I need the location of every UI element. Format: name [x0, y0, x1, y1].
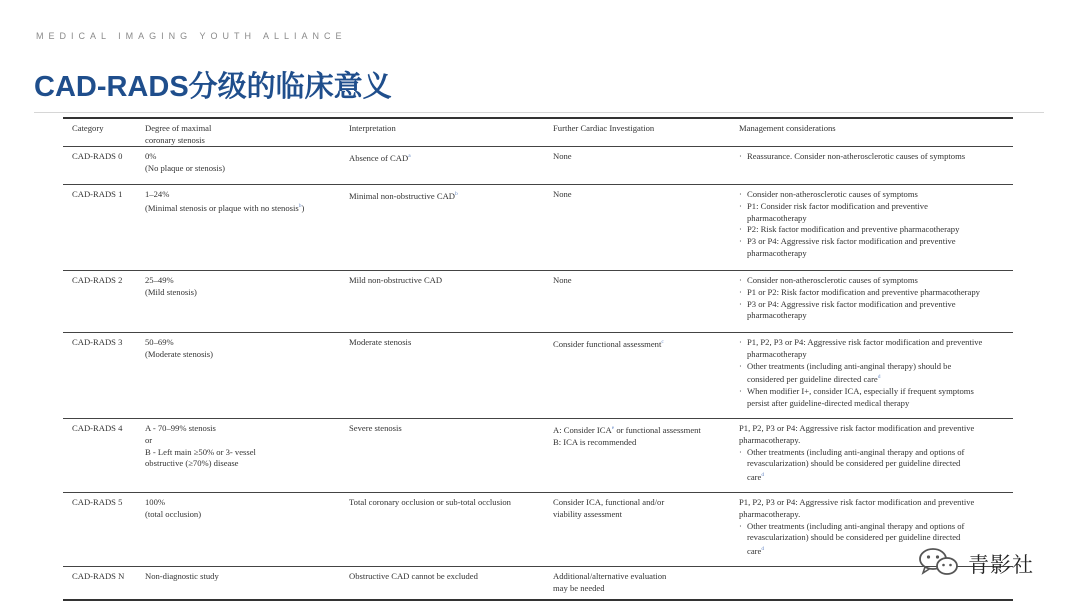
management-bullet — [739, 201, 1009, 213]
category-label: CAD-RADS N — [72, 571, 125, 581]
management-line-text: P1, P2, P3 or P4: Aggressive risk factor modification and preventive — [739, 423, 975, 433]
investigation-line-text: may be needed — [553, 582, 605, 593]
management-line-text: revascularization) should be considered per guideline directed — [747, 458, 961, 469]
header-text: Category — [72, 123, 104, 133]
degree-line-text: 25–49% — [145, 275, 174, 285]
management-text — [739, 497, 1009, 509]
degree-line-text: (No plaque or stenosis) — [145, 162, 225, 173]
management-line-text: Reassurance. Consider non-atherosclerotic causes of symptoms — [747, 151, 966, 161]
degree-line-text: 100% — [145, 497, 166, 507]
header-text: coronary stenosis — [145, 134, 205, 145]
interpretation-cell — [349, 423, 549, 435]
footnote-marker: b — [298, 202, 302, 209]
interpretation-line — [349, 189, 549, 203]
management-bullet-cont — [739, 532, 1009, 544]
category-label: CAD-RADS 2 — [72, 275, 123, 285]
interpretation-line — [349, 275, 549, 287]
investigation-line-text: Consider functional assessment — [553, 339, 662, 349]
management-bullet-cont — [739, 213, 1009, 225]
investigation-line-text: None — [553, 151, 572, 161]
interpretation-cell — [349, 571, 549, 583]
management-bullet — [739, 224, 1009, 236]
table-header-row — [63, 119, 1013, 147]
category-cell — [72, 571, 146, 583]
category-cell — [72, 423, 146, 435]
management-line-text: P3 or P4: Aggressive risk factor modification and preventive — [747, 236, 956, 247]
management-line-text: When modifier I+, consider ICA, especially if frequent symptoms — [747, 386, 974, 397]
table-row — [63, 333, 1013, 419]
degree-line — [145, 151, 345, 163]
investigation-line — [553, 571, 733, 583]
degree-cell — [145, 423, 345, 470]
interpretation-line-text: Mild non-obstructive CAD — [349, 275, 443, 285]
top-label: MEDICAL IMAGING YOUTH ALLIANCE — [36, 31, 347, 41]
interpretation-line-text: Minimal non-obstructive CAD — [349, 191, 455, 201]
management-line-text: care — [747, 472, 762, 483]
footnote-marker: d — [761, 546, 765, 553]
investigation-line — [553, 423, 733, 437]
footnote-marker: a — [408, 153, 411, 159]
degree-cell — [145, 189, 345, 215]
management-line-text: considered per guideline directed care — [747, 374, 878, 385]
category-label: CAD-RADS 5 — [72, 497, 123, 507]
degree-line-text: or — [145, 434, 153, 445]
management-line-text: P1 or P2: Risk factor modification and preventive pharmacotherapy — [747, 286, 980, 297]
header-cell-investigation — [553, 123, 733, 135]
degree-cell — [145, 275, 345, 299]
investigation-line — [553, 497, 733, 509]
degree-line — [145, 337, 345, 349]
category-cell — [72, 151, 146, 163]
management-bullet — [739, 386, 1009, 398]
management-line-text: pharmacotherapy — [747, 212, 807, 223]
header-text: Degree of maximal — [145, 123, 212, 133]
management-bullet — [739, 447, 1009, 459]
management-bullet — [739, 236, 1009, 248]
footnote-marker: e — [611, 425, 615, 431]
management-cell — [739, 151, 1009, 163]
bullet-dash: · — [739, 151, 742, 161]
management-bullet — [739, 299, 1009, 311]
category-label: CAD-RADS 0 — [72, 151, 123, 161]
degree-line — [145, 275, 345, 287]
investigation-line — [553, 509, 733, 521]
management-line-text: pharmacotherapy — [747, 348, 807, 359]
interpretation-cell — [349, 497, 549, 509]
investigation-cell — [553, 571, 733, 595]
interpretation-line — [349, 571, 549, 583]
category-cell — [72, 189, 146, 201]
management-bullet — [739, 151, 1009, 163]
management-bullet-cont — [739, 470, 1009, 484]
investigation-cell — [553, 275, 733, 287]
footnote-marker: d — [877, 374, 881, 381]
management-bullet-cont — [739, 458, 1009, 470]
bullet-dash: · — [739, 298, 742, 309]
degree-line — [145, 287, 345, 299]
degree-cell — [145, 571, 345, 583]
management-line-text: Consider non-atherosclerotic causes of symptoms — [747, 275, 918, 285]
management-line-text: persist after guideline-directed medical therapy — [747, 397, 910, 408]
degree-line — [145, 423, 345, 435]
header-text: Interpretation — [349, 123, 396, 133]
degree-line-text-cont: ) — [301, 202, 305, 213]
watermark — [916, 545, 1046, 579]
degree-line — [145, 189, 345, 201]
investigation-cell — [553, 497, 733, 521]
management-bullet — [739, 361, 1009, 373]
category-label: CAD-RADS 4 — [72, 423, 123, 433]
management-bullet-cont — [739, 349, 1009, 361]
management-text — [739, 423, 1009, 435]
investigation-cell — [553, 189, 733, 201]
interpretation-cell — [349, 189, 549, 203]
cad-rads-table — [63, 117, 1013, 601]
investigation-line — [553, 151, 733, 163]
degree-line-text: Non-diagnostic study — [145, 571, 219, 581]
bullet-dash: · — [739, 360, 742, 371]
degree-line — [145, 447, 345, 459]
management-line-text: Consider non-atherosclerotic causes of symptoms — [747, 189, 918, 199]
management-text — [739, 435, 1009, 447]
management-line-text: P1, P2, P3 or P4: Aggressive risk factor modification and preventive — [739, 497, 975, 507]
table-row — [63, 493, 1013, 567]
management-line-text: Other treatments (including anti-anginal therapy and options of — [747, 520, 965, 531]
management-bullet-cont — [739, 398, 1009, 410]
bullet-dash: · — [739, 337, 742, 347]
table-row — [63, 419, 1013, 493]
management-bullet — [739, 275, 1009, 287]
title-divider — [34, 112, 1044, 113]
investigation-line-text-cont: or functional assessment — [614, 425, 701, 435]
footnote-marker: d — [761, 472, 765, 479]
interpretation-cell — [349, 275, 549, 287]
management-bullet — [739, 521, 1009, 533]
header-cell-management — [739, 123, 1009, 135]
header-text: Management considerations — [739, 123, 836, 133]
management-line-text: Other treatments (including anti-anginal therapy) should be — [747, 360, 952, 371]
interpretation-cell — [349, 151, 549, 165]
degree-line-text: 1–24% — [145, 189, 170, 199]
table-row — [63, 567, 1013, 599]
header-cell-degree — [145, 123, 345, 147]
management-bullet — [739, 287, 1009, 299]
management-bullet-cont — [739, 372, 1009, 386]
investigation-line — [553, 583, 733, 595]
degree-line — [145, 163, 345, 175]
management-line-text: pharmacotherapy. — [739, 434, 801, 445]
investigation-line — [553, 189, 733, 201]
investigation-line-text: viability assessment — [553, 508, 622, 519]
investigation-line-text: None — [553, 189, 572, 199]
category-label: CAD-RADS 3 — [72, 337, 123, 347]
degree-cell — [145, 337, 345, 361]
degree-line-text: (Moderate stenosis) — [145, 348, 214, 359]
degree-line — [145, 458, 345, 470]
investigation-line — [553, 337, 733, 351]
management-cell — [739, 337, 1009, 410]
interpretation-line — [349, 497, 549, 509]
bullet-dash: · — [739, 386, 742, 397]
investigation-cell — [553, 337, 733, 351]
bullet-dash: · — [739, 224, 742, 235]
category-label: CAD-RADS 1 — [72, 189, 123, 199]
degree-line-text: (total occlusion) — [145, 508, 202, 519]
degree-line-text: A - 70–99% stenosis — [145, 423, 216, 433]
category-cell — [72, 337, 146, 349]
degree-line — [145, 349, 345, 361]
investigation-line-text: B: ICA is recommended — [553, 436, 637, 447]
management-bullet-cont — [739, 248, 1009, 260]
table-row — [63, 147, 1013, 185]
management-bullet-cont — [739, 310, 1009, 322]
degree-line-text: 50–69% — [145, 337, 174, 347]
management-line-text: P1, P2, P3 or P4: Aggressive risk factor modification and preventive — [747, 337, 983, 347]
management-bullet — [739, 189, 1009, 201]
category-cell — [72, 275, 146, 287]
investigation-cell — [553, 423, 733, 449]
watermark-text: 青影社 — [968, 553, 1034, 577]
table-row — [63, 185, 1013, 271]
degree-line — [145, 571, 345, 583]
degree-line — [145, 201, 345, 215]
bullet-dash: · — [739, 286, 742, 297]
investigation-cell — [553, 151, 733, 163]
investigation-line-text: Consider ICA, functional and/or — [553, 497, 665, 507]
bullet-dash: · — [739, 446, 742, 457]
degree-line-text: 0% — [145, 151, 157, 161]
interpretation-line-text: Obstructive CAD cannot be excluded — [349, 571, 478, 581]
management-line-text: pharmacotherapy — [747, 247, 807, 258]
degree-cell — [145, 151, 345, 175]
category-cell — [72, 497, 146, 509]
header-text: Further Cardiac Investigation — [553, 123, 655, 133]
degree-line-text: (Minimal stenosis or plaque with no stenosis — [145, 202, 299, 213]
management-line-text: pharmacotherapy — [747, 310, 807, 321]
interpretation-line-text: Absence of CAD — [349, 153, 409, 163]
bullet-dash: · — [739, 275, 742, 285]
management-cell — [739, 275, 1009, 322]
footnote-marker: c — [661, 339, 664, 345]
bullet-dash: · — [739, 520, 742, 531]
degree-line-text: (Mild stenosis) — [145, 286, 197, 297]
wechat-icon — [916, 545, 962, 579]
investigation-line — [553, 275, 733, 287]
bullet-dash: · — [739, 189, 742, 199]
management-line-text: P3 or P4: Aggressive risk factor modification and preventive — [747, 298, 956, 309]
management-cell — [739, 189, 1009, 260]
degree-line-text: B - Left main ≥50% or 3- vessel — [145, 446, 256, 457]
management-line-text: pharmacotherapy. — [739, 508, 801, 519]
management-line-text: P2: Risk factor modification and preventive pharmacotherapy — [747, 224, 960, 235]
table-row — [63, 271, 1013, 333]
management-line-text: P1: Consider risk factor modification and preventive — [747, 200, 928, 211]
degree-cell — [145, 497, 345, 521]
interpretation-line-text: Total coronary occlusion or sub-total occlusion — [349, 497, 511, 507]
interpretation-line-text: Severe stenosis — [349, 423, 402, 433]
investigation-line-text: None — [553, 275, 572, 285]
bullet-dash: · — [739, 236, 742, 247]
management-text — [739, 509, 1009, 521]
interpretation-line — [349, 337, 549, 349]
interpretation-cell — [349, 337, 549, 349]
interpretation-line-text: Moderate stenosis — [349, 337, 412, 347]
interpretation-line — [349, 151, 549, 165]
degree-line — [145, 435, 345, 447]
degree-line — [145, 497, 345, 509]
interpretation-line — [349, 423, 549, 435]
header-cell-category — [72, 123, 146, 135]
page-title: CAD-RADS分级的临床意义 — [34, 71, 392, 103]
management-bullet — [739, 337, 1009, 349]
degree-line — [145, 509, 345, 521]
management-line-text: revascularization) should be considered per guideline directed — [747, 532, 961, 543]
management-cell — [739, 423, 1009, 484]
investigation-line-text: Additional/alternative evaluation — [553, 571, 667, 581]
bullet-dash: · — [739, 200, 742, 211]
investigation-line — [553, 437, 733, 449]
management-line-text: Other treatments (including anti-anginal therapy and options of — [747, 446, 965, 457]
header-cell-interpretation — [349, 123, 549, 135]
footnote-marker: b — [454, 191, 458, 197]
management-line-text: care — [747, 546, 762, 557]
degree-line-text: obstructive (≥70%) disease — [145, 458, 239, 469]
investigation-line-text: A: Consider ICA — [553, 425, 612, 435]
